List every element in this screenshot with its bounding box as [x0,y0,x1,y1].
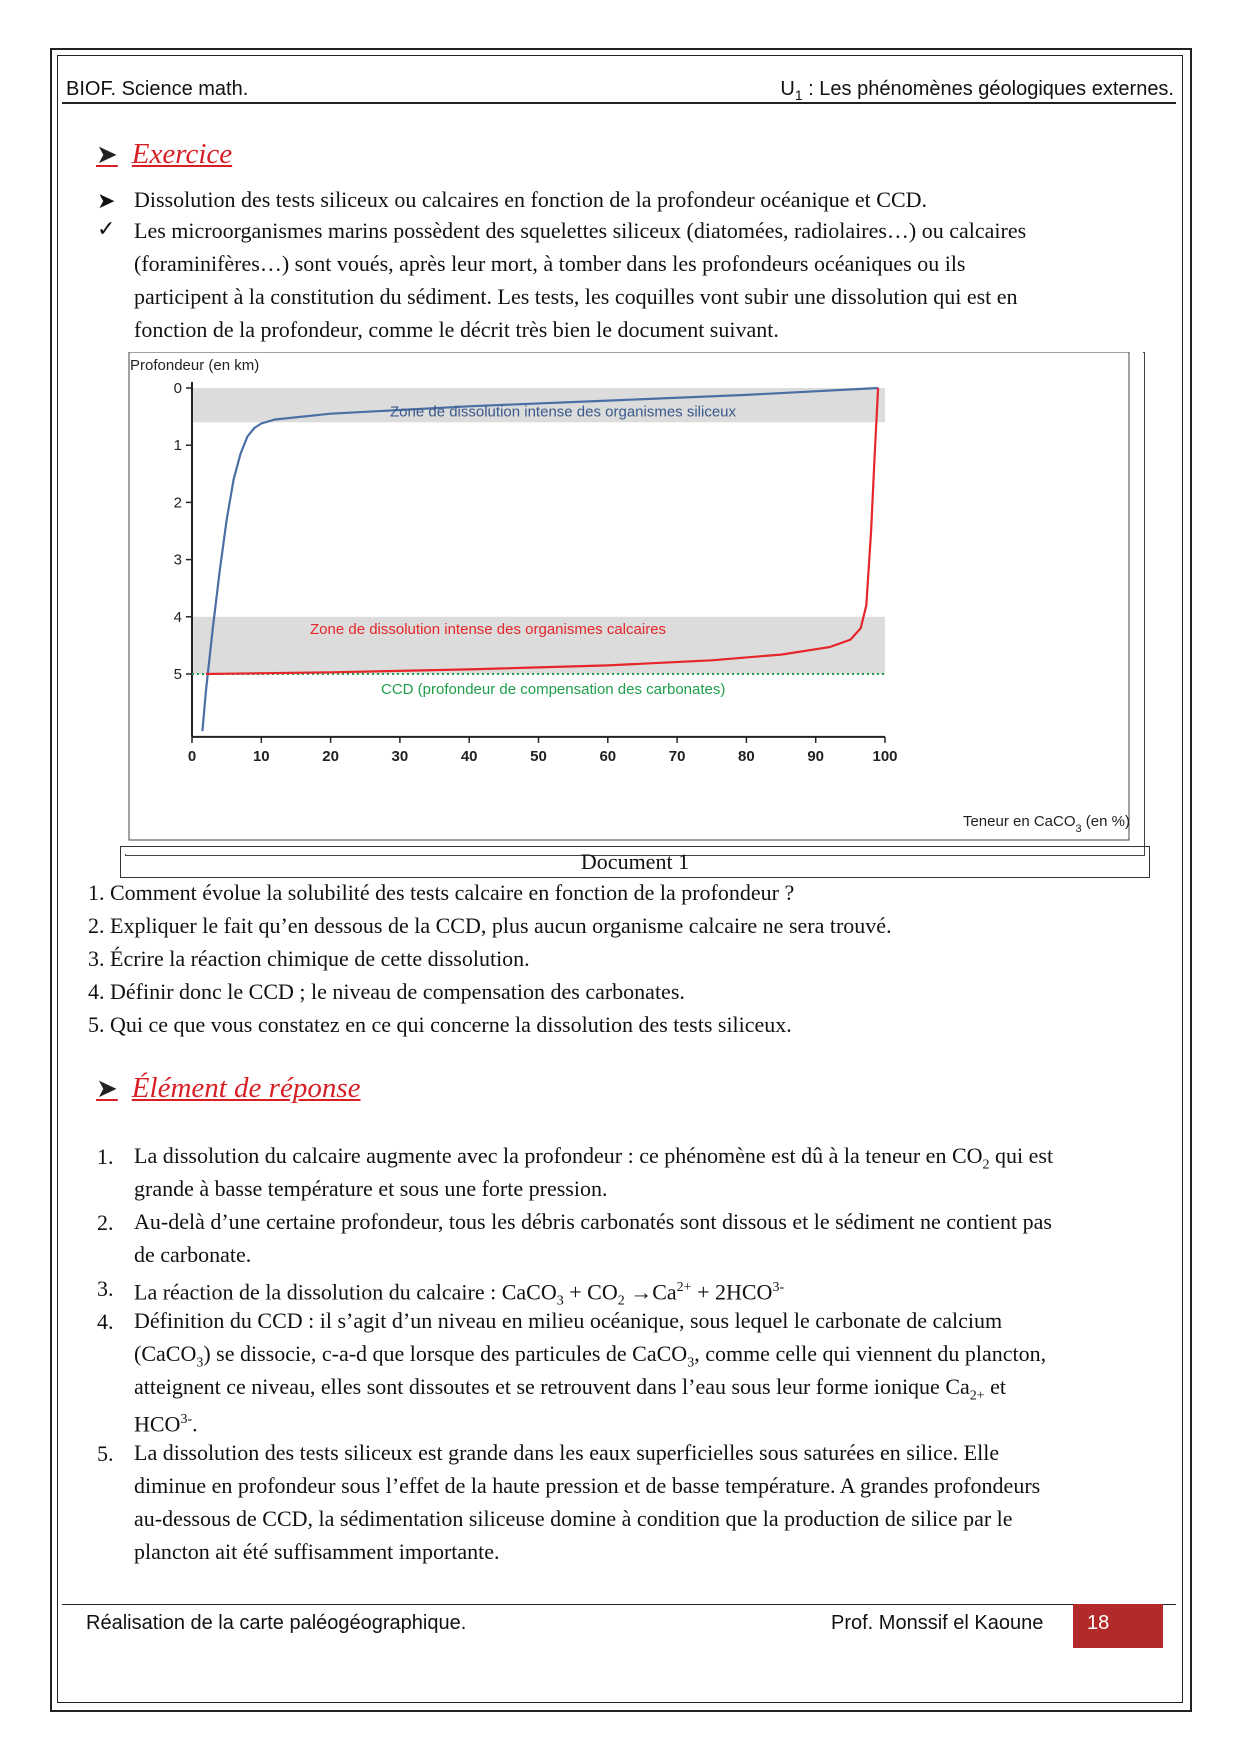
question-item: 4. Définir donc le CCD ; le niveau de compensation des carbonates. [88,979,685,1004]
x-tick-label: 90 [807,747,825,765]
x-tick-label: 50 [530,747,547,765]
answer-number: 1. [97,1144,114,1169]
question-item: 1. Comment évolue la solubilité des tests calcaire en fonction de la profondeur ? [88,880,795,905]
answer-5-line: plancton ait été suffisamment importante. [134,1539,500,1564]
header-right: $U_1$ : Les phénomènes géologiques externes. [780,78,1174,103]
answer-number: 3. [97,1276,114,1301]
arrow-bullet-icon: ➤ [96,1073,118,1103]
exercise-para-line: (foraminifères…) sont voués, après leur mort, à tomber dans les profondeurs océaniques ou ils [134,251,966,276]
question-item: 2. Expliquer le fait qu’en dessous de la CCD, plus aucun organisme calcaire ne sera trouvé. [88,913,892,938]
answer-number: 5. [97,1441,114,1466]
zone-label: Zone de dissolution intense des organismes siliceux [390,403,737,421]
answers-title: ➤ Élément de réponse [96,1072,361,1104]
exercise-para-line: Les microorganismes marins possèdent des squelettes siliceux (diatomées, radiolaires…) ou calcaires [134,218,1027,243]
x-tick-label: 10 [252,747,270,765]
header-rule [62,102,1176,104]
y-tick-label: 3 [173,551,182,569]
dissolution-chart [125,352,1143,854]
answer-4-line-2: (CaCO$_3$) se dissocie, c-a-d que lorsque des particules de CaCO$_3$, comme celle qui viennent du plancton, [134,1341,1047,1371]
exercise-title: ➤ Exercice [96,138,233,170]
footer-left: Réalisation de la carte paléogéographique. [86,1612,467,1634]
arrow-bullet-icon: ➤ [96,139,118,169]
ccd-label: CCD (profondeur de compensation des carbonates) [381,681,726,698]
answer-number: 2. [97,1210,114,1235]
footer-author: Prof. Monssif el Kaoune [831,1612,1044,1634]
answer-4-line-1: Définition du CCD : il s’agit d’un niveau en milieu océanique, sous lequel le carbonate de calcium [134,1308,1003,1333]
y-tick-label: 1 [173,437,182,455]
exercise-para-line: participent à la constitution du sédiment. Les tests, les coquilles vont subir une dissolution qui est en [134,284,1018,309]
answer-1-line-1: La dissolution du calcaire augmente avec la profondeur : ce phénomène est dû à la teneur en $CO_2$ qui est [134,1143,1054,1173]
document-caption: Document 1 [120,846,1150,878]
x-tick-label: 80 [738,747,755,765]
y-axis-label: Profondeur (en km) [130,357,260,374]
exercise-para-line: fonction de la profondeur, comme le décrit très bien le document suivant. [134,317,779,342]
answer-1-line-2: grande à basse température et sous une forte pression. [134,1176,608,1201]
answer-number: 4. [97,1309,114,1334]
check-bullet-icon: ✓ [97,216,116,241]
x-tick-label: 40 [460,747,478,765]
zone-label: Zone de dissolution intense des organismes calcaires [310,620,667,638]
page-number-badge: 18 [1073,1604,1163,1648]
x-tick-label: 60 [599,747,617,765]
header-left: BIOF. Science math. [66,78,249,100]
answer-4-line-3: atteignent ce niveau, elles sont dissoutes et se retrouvent dans l’eau sous leur forme ionique $Ca_{2+}$ et [134,1374,1007,1404]
chart-background [125,352,1143,854]
answer-5-line: La dissolution des tests siliceux est grande dans les eaux superficielles sous saturées en silice. Elle [134,1440,1000,1465]
answer-3-reaction: La réaction de la dissolution du calcaire : CaCO$_3$ + $CO_2 \to Ca^{2+} + 2HCO^{3-}$ [134,1279,785,1309]
arrow-bullet-icon: ➤ [97,188,116,213]
answer-5-line: diminue en profondeur sous l’effet de la haute pression et de basse température. A grandes profondeurs [134,1473,1041,1498]
y-tick-label: 4 [173,608,182,626]
x-tick-label: 70 [668,747,686,765]
y-tick-label: 2 [173,494,182,512]
x-tick-label: 20 [322,747,339,765]
y-tick-label: 5 [173,666,182,683]
x-tick-label: 100 [872,747,898,765]
question-item: 5. Qui ce que vous constatez en ce qui concerne la dissolution des tests siliceux. [88,1012,792,1037]
answer-2-line-2: de carbonate. [134,1242,252,1267]
exercise-bullet-1: Dissolution des tests siliceux ou calcaires en fonction de la profondeur océanique et CCD. [134,187,928,212]
question-item: 3. Écrire la réaction chimique de cette dissolution. [88,946,530,971]
footer-rule [62,1604,1176,1605]
answer-4-line-4: $HCO^{3-}$. [134,1411,198,1437]
y-tick-label: 0 [173,380,182,397]
x-tick-label: 30 [391,747,409,765]
x-axis-label: Teneur en CaCO$_3$ (en %) [962,813,1130,835]
x-tick-label: 0 [187,747,197,765]
answer-5-line: au-dessous de CCD, la sédimentation siliceuse domine à condition que la production de silice par le [134,1506,1013,1531]
answer-2-line-1: Au-delà d’une certaine profondeur, tous les débris carbonatés sont dissous et le sédiment ne contient pas [134,1209,1052,1234]
